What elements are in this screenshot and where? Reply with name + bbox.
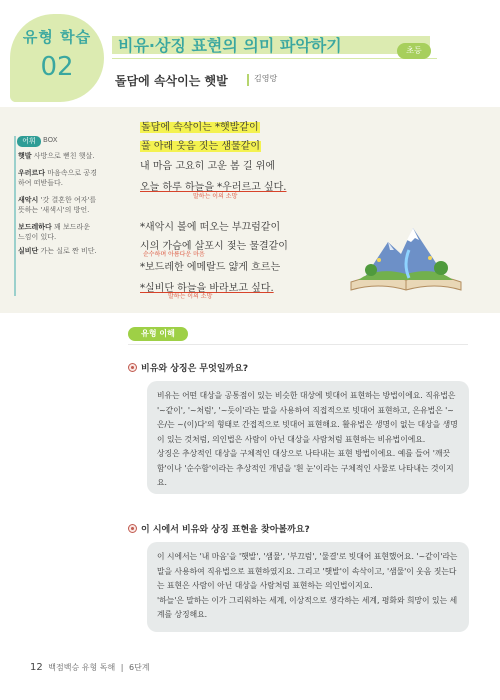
grade-tag: 초등 [397, 43, 431, 59]
poem-line [140, 218, 280, 233]
vocab-item [18, 195, 98, 215]
vocab-desc: 마음속으로 공경하여 떠받들다. [18, 169, 97, 187]
answer-paragraph: 상징은 추상적인 대상을 구체적인 대상으로 나타내는 표현 방법이에요. 예를 들어 '깨끗함'이나 '순수함'이라는 추상적인 개념을 '흰 눈'이라는 구체적인 사물로 나타내는 것이지요. [157, 449, 454, 487]
answer-box [147, 542, 469, 632]
poem-author: 김영랑 [254, 74, 278, 83]
poem-line-text: 풀 아래 웃음 짓는 샘물같이 [141, 141, 260, 152]
poem-title-separator [247, 74, 249, 86]
vocab-tag-suffix: BOX [43, 136, 58, 144]
poem-line [140, 258, 280, 273]
page-number: 12 [30, 662, 43, 673]
poem-line [140, 137, 261, 152]
poem-line-text: 돌담에 속삭이는 *햇발같이 [141, 122, 259, 133]
poem-annotation: 말하는 이의 소망 [168, 293, 213, 300]
vocab-item [18, 222, 98, 242]
question-heading [128, 522, 310, 535]
poem-line [140, 157, 275, 172]
vocab-item [18, 151, 98, 161]
footer-separator: | [120, 663, 124, 672]
poem-annotation: 말하는 이의 소망 [193, 193, 238, 200]
vocab-desc: 사방으로 뻗친 햇살. [33, 152, 95, 160]
vocab-desc: 꽤 보드라운 느낌이 있다. [18, 223, 91, 241]
book-level: 6단계 [129, 663, 150, 672]
poem-line-text: 오늘 하루 하늘을 *우러르고 싶다. [140, 182, 287, 193]
poem-annotation: 순수하며 아름다운 마음 [143, 251, 205, 258]
poem-line-text: *실비단 하늘을 바라보고 싶다. [140, 283, 274, 294]
bullet-icon [128, 363, 137, 372]
poem-line-text: 내 마음 고요히 고운 봄 길 위에 [140, 161, 275, 172]
book-title: 백점백승 유형 독해 [48, 663, 116, 672]
answer-paragraph: '하늘'은 말하는 이가 그리워하는 세계, 이상적으로 생각하는 세계, 평화와 희망이 있는 세계를 상징해요. [157, 595, 458, 619]
vocab-item [18, 168, 98, 188]
answer-paragraph: 이 시에서는 '내 마음'을 '햇발', '샘물', '부끄럼', '물결'로 빗대어 표현했어요. '~같이'라는 말을 사용하여 직유법으로 표현하였지요. 그리고 '햇발'이 속삭이고, '샘물'이 웃음 짓는다는 표현은 사람이 아닌 대상을 사람처럼 표현하는 의인법이지요. [157, 552, 458, 590]
answer-paragraph: 비유는 어떤 대상을 공통점이 있는 비슷한 대상에 빗대어 표현하는 방법이에요. 직유법은 '~같이', '~처럼', '~듯이'라는 말을 사용하여 직접적으로 빗대어 표현하고, 은유법은 '~은/는 ~(이)다'의 형태로 간접적으로 빗대어 표현해요. 활유법은 생명이 없는 대상을 생명이 있는 것처럼, 의인법은 사람이 아닌 대상을 사람처럼 표현하는 비유법이에요. [157, 391, 458, 444]
vocab-tag: 어휘 [17, 136, 41, 147]
vocab-word: 실비단 [18, 247, 39, 255]
poem-line-text: *보드레한 에메랄드 얇게 흐르는 [140, 262, 281, 273]
footer [30, 662, 150, 673]
vocab-word: 햇발 [18, 152, 32, 160]
section-divider [128, 344, 468, 345]
header [0, 0, 500, 108]
bullet-icon [128, 524, 137, 533]
vocab-desc: '갓 결혼한 여자'를 뜻하는 '새색시'의 방언. [18, 196, 97, 214]
vocab-word: 보드레하다 [18, 223, 52, 231]
title-divider [112, 58, 437, 59]
question-text: 비유와 상징은 무엇일까요? [141, 364, 249, 374]
poem-title: 돌담에 속삭이는 햇발 [115, 74, 228, 88]
section-label: 유형 이해 [128, 327, 188, 341]
answer-box [147, 381, 469, 494]
poem-line-text: *새악시 볼에 떠오는 부끄럼같이 [140, 222, 281, 233]
vocab-word: 새악시 [18, 196, 39, 204]
vocab-desc: 가는 실로 짠 비단. [40, 247, 97, 255]
storybook-illustration [343, 214, 469, 296]
question-heading [128, 361, 248, 374]
page-title: 비유·상징 표현의 의미 파악하기 [118, 36, 342, 55]
poem-line [140, 118, 260, 133]
vocab-word: 우러르다 [18, 169, 46, 177]
vocab-item [18, 246, 98, 256]
badge-number: 02 [40, 52, 74, 82]
lesson-badge [10, 14, 104, 102]
badge-title: 유형 학습 [22, 28, 92, 46]
question-text: 이 시에서 비유와 상징 표현을 찾아볼까요? [141, 525, 310, 535]
poem-line-text: 시의 가슴에 살포시 젖는 물결같이 [140, 241, 288, 252]
